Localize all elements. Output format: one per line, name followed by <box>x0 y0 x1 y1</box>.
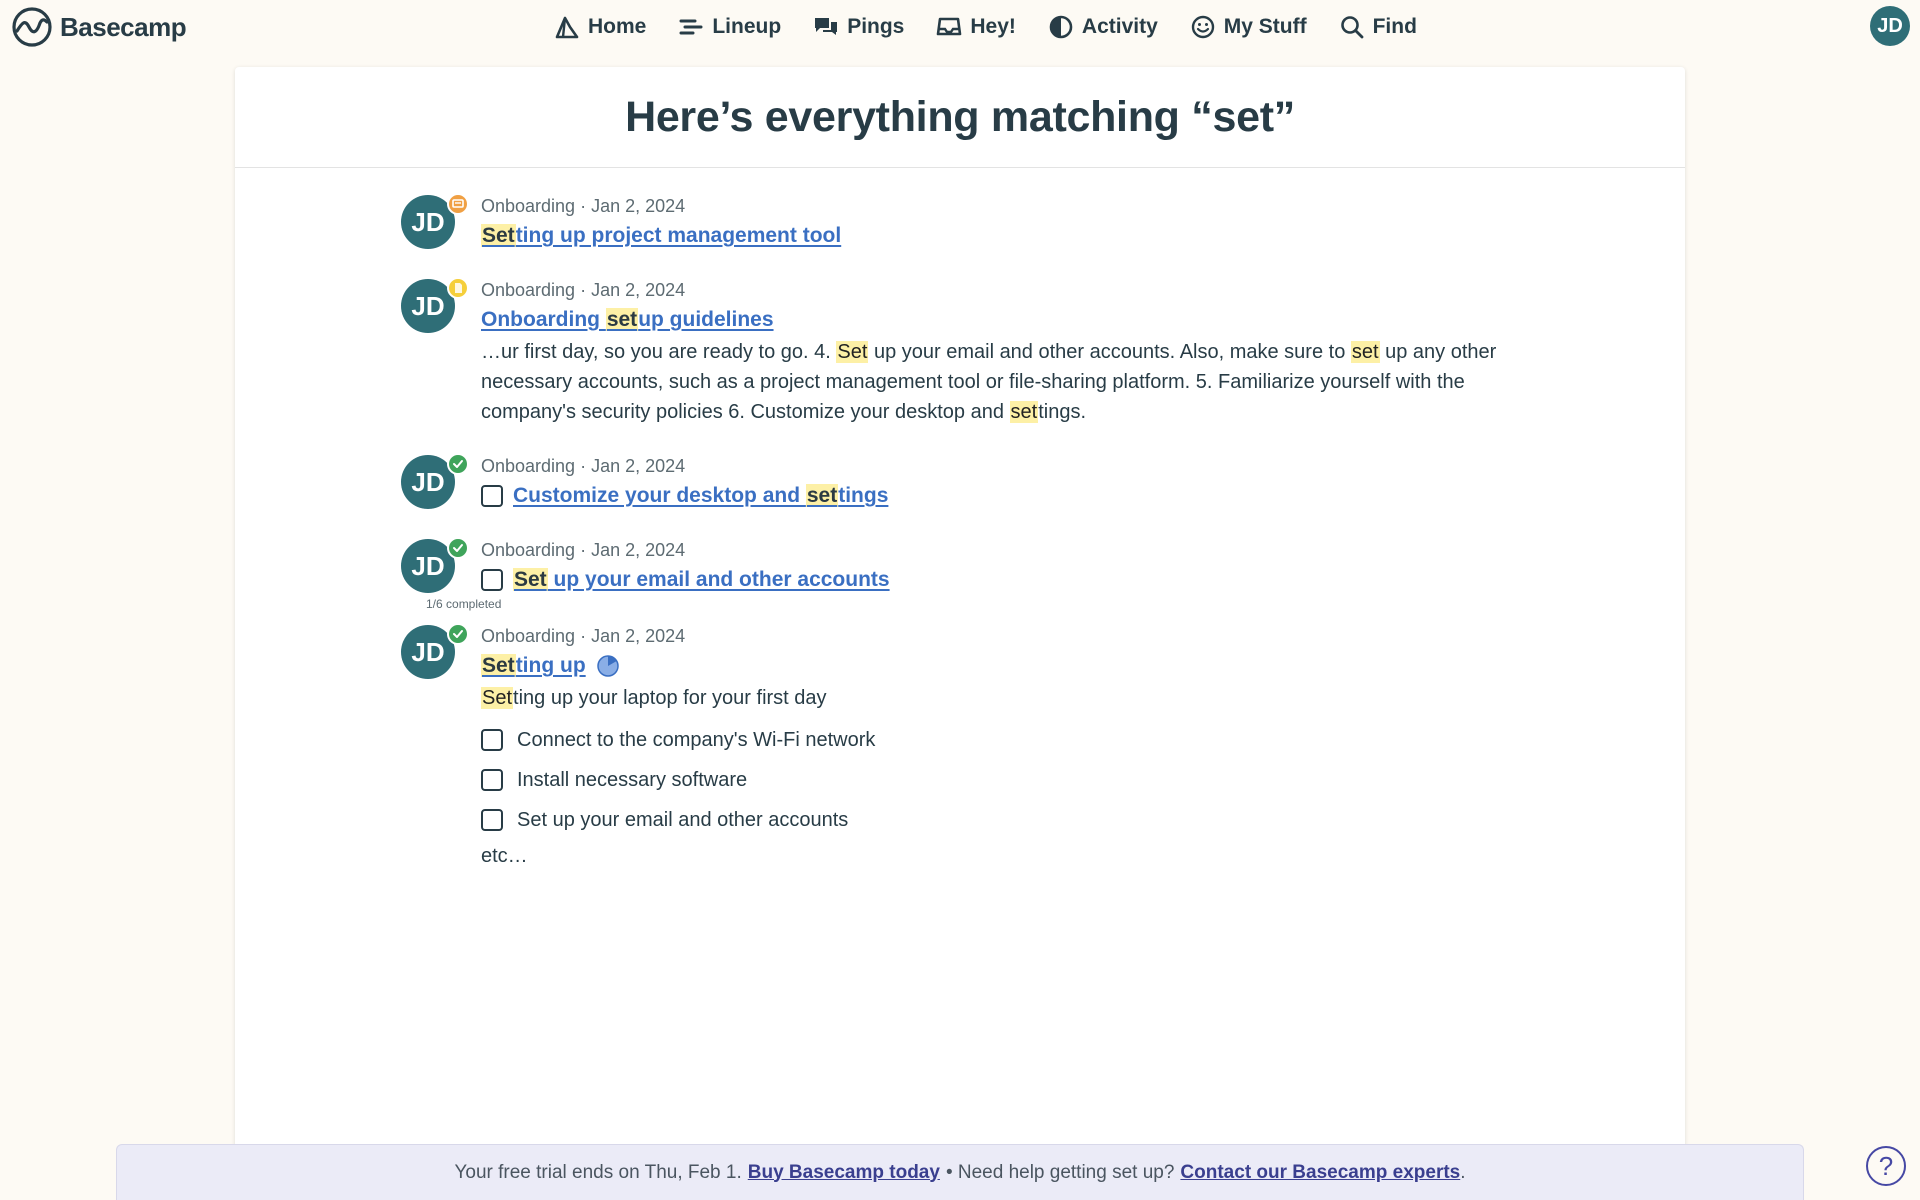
todo-item <box>481 807 1501 833</box>
excerpt-text: …ur first day, so you are ready to go. 4. <box>481 341 837 363</box>
panel-header <box>235 67 1685 168</box>
match-highlight: Set <box>514 568 547 591</box>
todo-item <box>481 767 1501 793</box>
avatar: JD <box>401 539 455 593</box>
progress-pie-icon <box>596 654 620 678</box>
result-title-text: up guidelines <box>638 308 774 331</box>
nav-home-label: Home <box>588 15 647 38</box>
result-avatar-wrap <box>401 539 455 593</box>
nav-my-stuff-label: My Stuff <box>1223 15 1307 38</box>
todo-checkbox[interactable] <box>481 569 503 591</box>
avatar: JD <box>401 625 455 679</box>
result-avatar-wrap <box>401 625 455 679</box>
nav-activity[interactable] <box>1032 6 1174 48</box>
result-title-link[interactable] <box>513 483 888 509</box>
match-highlight: set <box>606 308 638 331</box>
inbox-icon <box>936 14 962 40</box>
result-meta: Onboarding · Jan 2, 2024 <box>481 456 686 476</box>
nav-my-stuff[interactable] <box>1174 6 1323 48</box>
check-icon <box>451 627 465 641</box>
search-result <box>401 279 1501 427</box>
excerpt-text: up your email and other accounts. Also, make sure to <box>868 341 1351 363</box>
activity-icon <box>1048 14 1074 40</box>
match-highlight: set <box>806 484 838 507</box>
lineup-icon <box>678 14 704 40</box>
result-meta: Onboarding · Jan 2, 2024 <box>481 280 686 300</box>
avatar: JD <box>401 455 455 509</box>
document-badge <box>447 277 469 299</box>
search-result <box>401 539 1501 611</box>
excerpt-text: tings. <box>1038 401 1087 423</box>
result-meta: Onboarding · Jan 2, 2024 <box>481 540 686 560</box>
match-highlight: Set <box>837 341 868 363</box>
excerpt-text: up any other necessary accounts, such as a project management tool or file-sharing platform. 5. Familiarize yourself with the company's security policies 6. Customize your desktop and <box>481 341 1497 423</box>
result-avatar-wrap <box>401 195 455 249</box>
search-icon <box>1339 14 1365 40</box>
nav-pings-label: Pings <box>847 15 905 38</box>
avatar: JD <box>401 195 455 249</box>
todo-checkbox[interactable] <box>481 485 503 507</box>
todo-label: Install necessary software <box>517 769 748 791</box>
result-title-row <box>481 653 1501 679</box>
result-excerpt <box>481 337 1501 427</box>
check-icon <box>451 457 465 471</box>
match-highlight: set <box>1010 401 1038 423</box>
trial-period: . <box>1460 1161 1466 1183</box>
progress-pie <box>596 654 620 678</box>
result-title-text: ting up <box>515 654 586 677</box>
user-avatar-menu[interactable]: JD <box>1870 6 1910 46</box>
trial-text: Your free trial ends on Thu, Feb 1. <box>454 1161 742 1183</box>
result-title-link[interactable] <box>481 223 841 249</box>
basecamp-logo[interactable] <box>10 7 186 47</box>
help-text: • Need help getting set up? <box>945 1161 1175 1183</box>
nav-find-label: Find <box>1372 15 1417 38</box>
message-badge <box>447 193 469 215</box>
buy-basecamp-link[interactable]: Buy Basecamp today <box>747 1161 940 1183</box>
result-title-text: Onboarding <box>481 308 606 331</box>
results-list <box>401 195 1501 868</box>
result-title-row <box>481 483 1501 509</box>
result-title-text: Customize your desktop and <box>513 484 806 507</box>
check-icon <box>451 541 465 555</box>
search-result <box>401 625 1501 868</box>
home-icon <box>554 14 580 40</box>
result-title-text: ting up project management tool <box>515 224 842 247</box>
match-highlight: Set <box>482 687 513 709</box>
result-title-text: up your email and other accounts <box>547 568 890 591</box>
message-icon <box>451 197 465 211</box>
result-title-link[interactable] <box>513 567 890 593</box>
todo-label: Set up your email and other accounts <box>517 809 849 831</box>
todo-checkbox[interactable] <box>481 729 503 751</box>
todo-item <box>481 727 1501 753</box>
more-indicator: etc… <box>481 845 528 867</box>
document-icon <box>451 281 465 295</box>
match-highlight: set <box>1351 341 1379 363</box>
result-title-text: tings <box>838 484 889 507</box>
todo-checkbox[interactable] <box>481 809 503 831</box>
top-navigation <box>0 0 1920 54</box>
description-text: ting up your laptop for your first day <box>513 687 827 709</box>
result-meta: Onboarding · Jan 2, 2024 <box>481 196 686 216</box>
nav-lineup[interactable] <box>662 6 797 48</box>
result-meta: Onboarding · Jan 2, 2024 <box>481 626 686 646</box>
result-title-row <box>481 567 1501 593</box>
result-avatar-wrap <box>401 279 455 333</box>
avatar: JD <box>401 279 455 333</box>
result-title-link[interactable] <box>481 307 774 333</box>
todo-checkbox[interactable] <box>481 769 503 791</box>
result-title-row <box>481 223 1501 249</box>
todo-label: Connect to the company's Wi-Fi network <box>517 729 876 751</box>
todo-badge <box>447 537 469 559</box>
search-result <box>401 195 1501 249</box>
pings-icon <box>813 14 839 40</box>
basecamp-logo-icon <box>10 7 54 47</box>
contact-experts-link[interactable]: Contact our Basecamp experts <box>1180 1161 1461 1183</box>
logo-text: Basecamp <box>60 11 187 42</box>
todo-badge <box>447 623 469 645</box>
todolist-description <box>481 683 1501 713</box>
match-highlight: Set <box>482 654 515 677</box>
smiley-icon <box>1190 14 1216 40</box>
nav-lineup-label: Lineup <box>712 15 782 38</box>
nav-home[interactable] <box>538 6 662 48</box>
main-nav <box>538 6 1433 48</box>
page-title: Here’s everything matching “set” <box>625 92 1295 141</box>
todo-badge <box>447 453 469 475</box>
trial-banner <box>116 1144 1804 1200</box>
match-highlight: Set <box>482 224 515 247</box>
nav-hey[interactable] <box>920 6 1032 48</box>
search-results-panel <box>235 67 1685 1200</box>
search-result <box>401 455 1501 509</box>
nav-find[interactable] <box>1323 6 1433 48</box>
nav-activity-label: Activity <box>1081 15 1158 38</box>
result-avatar-wrap <box>401 455 455 509</box>
result-title-link[interactable] <box>481 653 586 679</box>
help-question-icon[interactable]: ? <box>1866 1146 1906 1186</box>
progress-caption: 1/6 completed <box>426 597 502 611</box>
nav-hey-label: Hey! <box>970 15 1016 38</box>
nav-pings[interactable] <box>797 6 920 48</box>
result-title-row <box>481 307 1501 333</box>
